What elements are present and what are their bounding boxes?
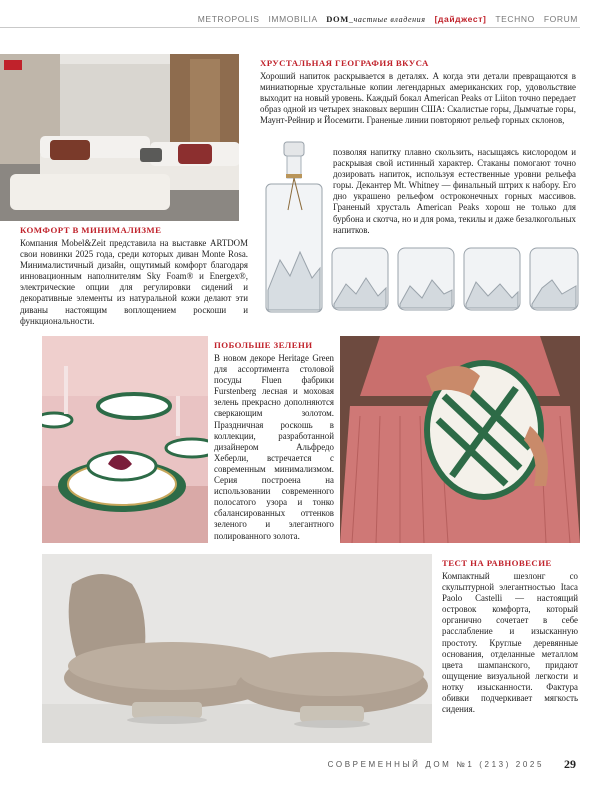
article-title: ТЕСТ НА РАВНОВЕСИЕ: [442, 558, 552, 568]
article-crystal-continued: [333, 147, 576, 236]
magazine-issue: СОВРЕМЕННЫЙ ДОМ №1 (213) 2025: [327, 760, 544, 769]
top-navigation: [0, 14, 600, 28]
article-title: ПОБОЛЬШЕ ЗЕЛЕНИ: [214, 340, 313, 350]
article-title: ХРУСТАЛЬНАЯ ГЕОГРАФИЯ ВКУСА: [260, 58, 429, 68]
nav-techno[interactable]: TECHNO: [495, 14, 535, 24]
nav-forum[interactable]: FORUM: [543, 14, 578, 24]
woman-plate-photo: [340, 336, 580, 543]
nav-dom[interactable]: DOM_частные владения: [326, 14, 426, 24]
nav-digest[interactable]: [дайджест]: [434, 14, 487, 24]
decanter-photo: [258, 140, 330, 315]
article-crystal: [260, 58, 576, 126]
article-body: позволяя напитку плавно скользить, насыщаясь кислородом и раскрывая свой истинный характер. Стаканы помогают точно дозировать напиток, используя естественные уровни рельефа горы. Декантер Mt. Whitney — финальный штрих к набору. Его дно украшено рельефом остроконечных горных массивов. Граненый хрусталь American Peaks хорош не только для бурбона и скотча, но и для рома, текилы и даже безалкогольных напитков.: [333, 147, 576, 235]
article-body: В новом декоре Heritage Green для ассортимента столовой посуды Fluen фабрики Furstenberg лесная и моховая зелень прекрасно дополняются сверкающим золотом. Праздничная роскошь в коллекции, разработанной дизайнером Альфредо Хеберли, встречается с современным минимализмом. Серия построена на использовании современного полосатого узора и тонко сбалансированных оттенков зеленого и элегантного полированного золота.: [214, 353, 334, 541]
glasses-photo: [330, 244, 580, 315]
header-divider: [0, 27, 580, 28]
article-title: КОМФОРТ В МИНИМАЛИЗМЕ: [20, 225, 162, 235]
article-green: [214, 340, 334, 542]
chaise-lounge-photo: [42, 554, 432, 743]
nav-immobilia[interactable]: IMMOBILIA: [268, 14, 318, 24]
article-body: Компания Mobel&Zeit представила на выставке ARTDOM свои новинки 2025 года, среди которых диван Monte Rosa. Минималистичный дизайн, ощутимый комфорт благодаря инновационным наполнителям Sky Foam® и Energex®, электрические опции для регулировки сидений и декоративные элементы из натуральной кожи делают эти диваны настоящим воплощением роскоши и функциональности.: [20, 238, 248, 326]
tableware-photo: [42, 336, 208, 543]
article-body: Компактный шезлонг со скульптурной элегантностью Itaca Paolo Castelli — настоящий островок комфорта, который органично сочетает в себе расслабление и изысканную простоту. Круглые деревянные основания, отделанные металлом цвета шампанского, придают ощущение визуальной легкости и нотку изысканности. Фактура обивки подчеркивает мягкость сидения.: [442, 571, 578, 715]
sofa-showroom-photo: [0, 54, 239, 221]
article-body: Хороший напиток раскрывается в деталях. А когда эти детали превращаются в миниатюрные хрустальные копии легендарных американских гор, удовольствие выходит на новый уровень. Каждый бокал American Peaks от Liiton точно передает образ одной из четырех знаковых вершин США: Скалистые горы, Дымчатые горы, Маунт-Рейнир и Йосемити. Граненые линии повторяют рельеф горных склонов,: [260, 71, 576, 126]
article-comfort: [20, 225, 248, 327]
article-balance: [442, 558, 578, 715]
nav-metropolis[interactable]: METROPOLIS: [197, 14, 260, 24]
page-number: 29: [564, 757, 576, 771]
